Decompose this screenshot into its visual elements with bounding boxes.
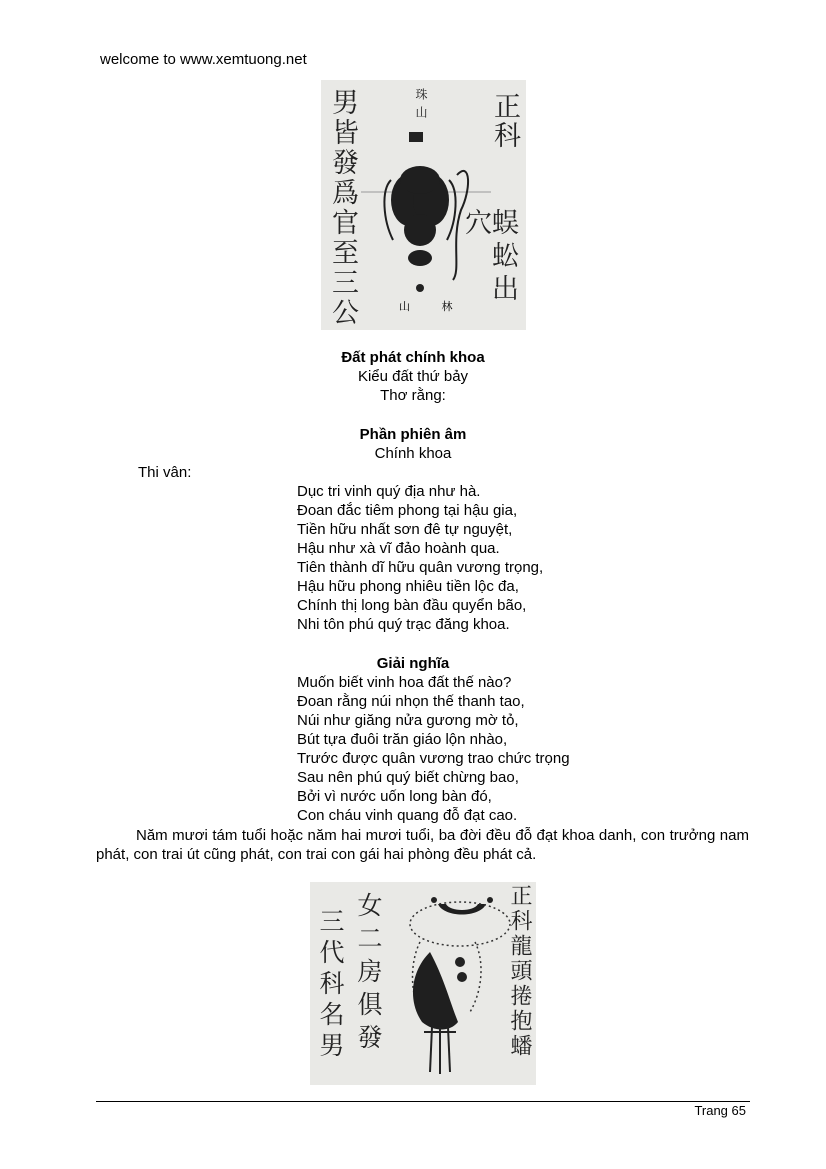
verse-line: Hậu hữu phong nhiêu tiền lộc đa, bbox=[297, 578, 519, 595]
verse-line: Tiên thành dĩ hữu quân vương trọng, bbox=[297, 559, 544, 576]
figure1-right-column-bottom: 蜈蚣出穴 bbox=[460, 208, 518, 307]
verse-line: Muốn biết vinh hoa đất thế nào? bbox=[297, 674, 512, 691]
site-header: welcome to www.xemtuong.net bbox=[100, 51, 307, 68]
figure1-top-label: 珠山 bbox=[414, 88, 428, 124]
section-title: Đất phát chính khoa bbox=[341, 349, 485, 366]
section-subtitle: Kiểu đất thứ bảy bbox=[357, 368, 469, 385]
verse-line: Bút tựa đuôi trăn giáo lộn nhào, bbox=[297, 731, 508, 748]
verse-line: Tiền hữu nhất sơn đê tự nguyệt, bbox=[297, 521, 513, 538]
figure2-column-2: 女二房俱發 bbox=[354, 892, 383, 1057]
page-number: Trang 65 bbox=[694, 1103, 746, 1118]
giai-nghia-verse bbox=[297, 673, 570, 825]
figure-dragon-diagram bbox=[310, 882, 536, 1085]
body-paragraph: Năm mươi tám tuổi hoặc năm hai mươi tuổi, ba đời đều đỗ đạt khoa danh, con trưởng nam phát, con trai út cũng phát, con trai con gái hai phòng đều phát cả. bbox=[96, 827, 749, 863]
section-intro: Thơ rằng: bbox=[380, 387, 446, 404]
figure1-right-column-top: 正科 bbox=[489, 92, 520, 150]
verse-line: Đoan đắc tiêm phong tại hậu gia, bbox=[297, 502, 518, 519]
verse-line: Trước được quân vương trao chức trọng bbox=[297, 750, 570, 767]
giai-nghia-heading: Giải nghĩa bbox=[376, 655, 450, 672]
figure1-left-column: 男皆發爲官至三公 bbox=[327, 88, 358, 328]
phien-am-verse bbox=[297, 482, 543, 634]
phien-am-subheading: Chính khoa bbox=[374, 445, 452, 462]
verse-line: Núi như giăng nửa gương mờ tỏ, bbox=[297, 712, 519, 729]
phien-am-heading: Phần phiên âm bbox=[359, 426, 467, 443]
verse-line: Chính thị long bàn đầu quyển bão, bbox=[297, 597, 527, 614]
thi-van-label: Thi vân: bbox=[138, 464, 192, 481]
verse-line: Đoan rằng núi nhọn thế thanh tao, bbox=[297, 693, 525, 710]
dragon-drawing bbox=[310, 882, 536, 1085]
footer-divider bbox=[96, 1101, 750, 1102]
figure2-column-3: 正科龍頭捲抱蟠 bbox=[507, 884, 532, 1059]
figure2-column-1: 三代科名男 bbox=[316, 908, 345, 1063]
verse-line: Hậu như xà vĩ đảo hoành qua. bbox=[297, 540, 500, 557]
verse-line: Bởi vì nước uốn long bàn đó, bbox=[297, 788, 492, 805]
verse-line: Sau nên phú quý biết chừng bao, bbox=[297, 769, 519, 786]
verse-line: Nhi tôn phú quý trạc đăng khoa. bbox=[297, 616, 510, 633]
figure-centipede-diagram bbox=[321, 80, 526, 330]
figure1-bottom-label: 山 林 bbox=[399, 300, 467, 313]
verse-line: Dục tri vinh quý địa như hà. bbox=[297, 483, 481, 500]
verse-line: Con cháu vinh quang đỗ đạt cao. bbox=[297, 807, 518, 824]
centipede-drawing bbox=[321, 80, 526, 330]
